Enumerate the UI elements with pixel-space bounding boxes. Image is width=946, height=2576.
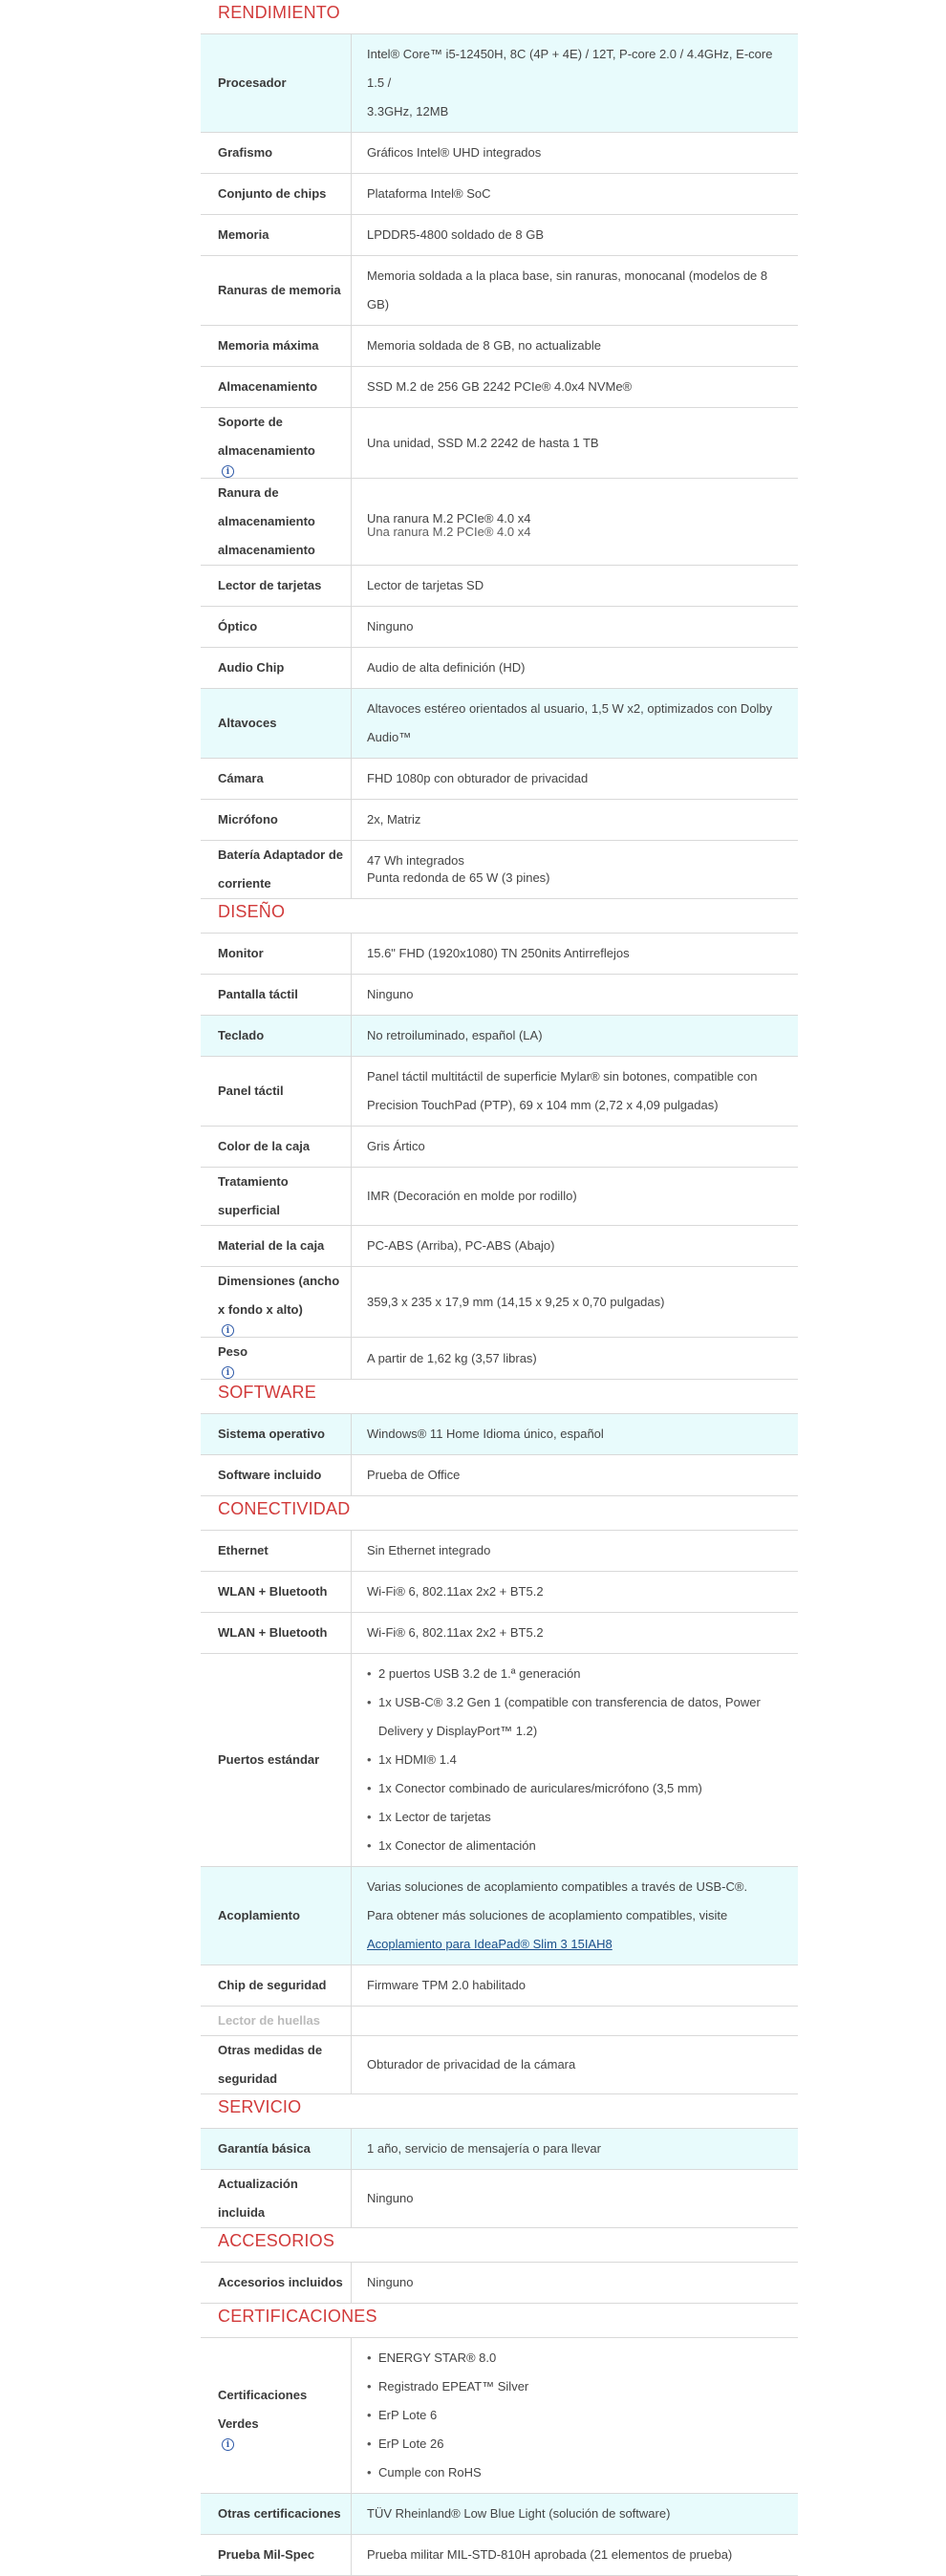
spec-value-line: Precision TouchPad (PTP), 69 x 104 mm (2,72 x 4,09 pulgadas)	[367, 1098, 719, 1112]
spec-row	[201, 1965, 798, 2007]
spec-section	[201, 0, 798, 899]
spec-row	[201, 256, 798, 326]
spec-value	[352, 2045, 798, 2085]
spec-row	[201, 174, 798, 215]
spec-value	[352, 1654, 798, 1866]
spec-label-text: Lector de tarjetas	[218, 578, 322, 592]
spec-label	[201, 1654, 352, 1866]
spec-value-line: Una ranura M.2 PCIe® 4.0 x4	[367, 524, 531, 539]
spec-row	[201, 2129, 798, 2170]
spec-row	[201, 2263, 798, 2304]
spec-row	[201, 1338, 798, 1380]
spec-label-wrap	[218, 2381, 345, 2451]
spec-value	[352, 1867, 798, 1964]
spec-label-text: Tratamiento superficial	[218, 1174, 289, 1217]
spec-label-text: Chip de seguridad	[218, 1978, 327, 1992]
bullet-item: • 1x Conector de alimentación	[367, 1832, 788, 1860]
spec-row	[201, 1226, 798, 1267]
spec-label	[201, 1267, 352, 1337]
spec-row	[201, 566, 798, 607]
spec-value	[352, 2338, 798, 2493]
spec-value-line: Una ranura M.2 PCIe® 4.0 x4	[367, 510, 531, 526]
info-icon[interactable]: i	[222, 2438, 234, 2451]
spec-label-text: Prueba Mil-Spec	[218, 2547, 315, 2562]
spec-row	[201, 2007, 798, 2036]
spec-label-text: Ethernet	[218, 1543, 269, 1557]
spec-label	[201, 648, 352, 688]
spec-value	[352, 34, 798, 132]
spec-label	[201, 1057, 352, 1126]
spec-row	[201, 689, 798, 759]
spec-label	[201, 1613, 352, 1653]
bullet-item: • ErP Lote 26	[367, 2430, 788, 2458]
spec-row	[201, 479, 798, 566]
spec-label-text: Audio Chip	[218, 660, 285, 675]
spec-value-line: Punta redonda de 65 W (3 pines)	[367, 870, 550, 885]
spec-label-text: Cámara	[218, 771, 264, 785]
spec-value	[352, 1226, 798, 1266]
spec-value-line: IMR (Decoración en molde por rodillo)	[367, 1189, 577, 1203]
spec-value-line: Prueba de Office	[367, 1468, 461, 1482]
spec-label	[201, 1168, 352, 1225]
info-icon[interactable]: i	[222, 1366, 234, 1379]
spec-label	[201, 1867, 352, 1964]
spec-value-line: Intel® Core™ i5-12450H, 8C (4P + 4E) / 12T, P-core 2.0 / 4.4GHz, E-core 1.5 /	[367, 47, 773, 90]
section-title: ACCESORIOS	[201, 2228, 798, 2263]
spec-label	[201, 2036, 352, 2093]
spec-row	[201, 2535, 798, 2576]
spec-label-text: Certificaciones Verdes	[218, 2387, 308, 2431]
spec-label	[201, 689, 352, 758]
spec-row	[201, 934, 798, 975]
spec-value	[352, 1965, 798, 2006]
spec-value	[352, 499, 798, 546]
spec-value-line: A partir de 1,62 kg (3,57 libras)	[367, 1350, 537, 1365]
spec-label	[201, 2494, 352, 2534]
spec-label-text: Monitor	[218, 946, 264, 960]
spec-row	[201, 1572, 798, 1613]
spec-label	[201, 2338, 352, 2493]
spec-value	[352, 1176, 798, 1216]
spec-label	[201, 1455, 352, 1495]
spec-value-line: Plataforma Intel® SoC	[367, 186, 491, 201]
spec-label-text: Batería Adaptador de corriente	[218, 848, 343, 891]
spec-label	[201, 479, 352, 565]
spec-value	[352, 648, 798, 688]
spec-label	[201, 566, 352, 606]
spec-value-line: 1 año, servicio de mensajería o para llevar	[367, 2141, 601, 2156]
spec-row	[201, 133, 798, 174]
spec-label	[201, 367, 352, 407]
spec-row	[201, 326, 798, 367]
spec-row	[201, 1414, 798, 1455]
spec-value	[352, 689, 798, 758]
spec-value	[352, 1414, 798, 1454]
spec-value-line: Audio™	[367, 730, 412, 744]
spec-value	[352, 1127, 798, 1167]
spec-value-line: Sin Ethernet integrado	[367, 1543, 491, 1557]
spec-value	[352, 367, 798, 407]
spec-value	[352, 2015, 798, 2027]
spec-row	[201, 800, 798, 841]
spec-label	[201, 1414, 352, 1454]
bullet-item: • ENERGY STAR® 8.0	[367, 2344, 788, 2372]
spec-label-text: Grafismo	[218, 145, 273, 160]
spec-value-line: Altavoces estéreo orientados al usuario, 1,5 W x2, optimizados con Dolby	[367, 701, 773, 716]
spec-label-text: Óptico	[218, 619, 258, 633]
info-icon[interactable]: i	[222, 1324, 234, 1337]
spec-section	[201, 2094, 798, 2228]
spec-value	[352, 1572, 798, 1612]
spec-value-line: FHD 1080p con obturador de privacidad	[367, 771, 589, 785]
spec-row	[201, 1057, 798, 1127]
spec-label-text: Sistema operativo	[218, 1427, 325, 1441]
spec-label	[201, 326, 352, 366]
spec-value-line: Firmware TPM 2.0 habilitado	[367, 1978, 526, 1992]
spec-value-line: Gráficos Intel® UHD integrados	[367, 145, 542, 160]
spec-value-line: Panel táctil multitáctil de superficie Mylar® sin botones, compatible con	[367, 1069, 758, 1084]
spec-label-text: Material de la caja	[218, 1238, 325, 1253]
spec-label-text: WLAN + Bluetooth	[218, 1625, 328, 1640]
spec-table	[201, 0, 798, 2576]
spec-label	[201, 2129, 352, 2169]
spec-value-line: 2x, Matriz	[367, 812, 421, 826]
spec-value-line: Prueba militar MIL-STD-810H aprobada (21 elementos de prueba)	[367, 2547, 733, 2562]
section-title: DISEÑO	[201, 899, 798, 934]
section-title: RENDIMIENTO	[201, 0, 798, 34]
bullet-item: • Registrado EPEAT™ Silver	[367, 2372, 788, 2401]
spec-value	[352, 2179, 798, 2219]
spec-label	[201, 800, 352, 840]
spec-row	[201, 648, 798, 689]
spec-label-text: Color de la caja	[218, 1139, 311, 1153]
spec-row	[201, 1455, 798, 1496]
spec-value-line: TÜV Rheinland® Low Blue Light (solución de software)	[367, 2506, 671, 2521]
bullet-item: • 1x HDMI® 1.4	[367, 1746, 788, 1774]
bullet-item: • Cumple con RoHS	[367, 2458, 788, 2487]
spec-label	[201, 759, 352, 799]
spec-label-wrap	[218, 408, 345, 478]
spec-label	[201, 256, 352, 325]
spec-value-line: Wi-Fi® 6, 802.11ax 2x2 + BT5.2	[367, 1625, 544, 1640]
spec-label	[201, 1572, 352, 1612]
spec-value	[352, 423, 798, 463]
spec-label-text: Altavoces	[218, 716, 277, 730]
spec-section	[201, 899, 798, 1380]
spec-label	[201, 1016, 352, 1056]
spec-section	[201, 2304, 798, 2576]
spec-label	[201, 975, 352, 1015]
spec-value	[352, 2494, 798, 2534]
spec-value	[352, 1057, 798, 1126]
spec-value-line: Audio de alta definición (HD)	[367, 660, 526, 675]
spec-label-text: Procesador	[218, 75, 287, 90]
spec-value-line: No retroiluminado, español (LA)	[367, 1028, 543, 1042]
spec-label-text: Soporte de almacenamiento	[218, 415, 315, 458]
bullet-list	[367, 1660, 788, 1860]
spec-value	[352, 759, 798, 799]
spec-section	[201, 1380, 798, 1496]
spec-value	[352, 1531, 798, 1571]
spec-value	[352, 800, 798, 840]
spec-label-text: Conjunto de chips	[218, 186, 327, 201]
spec-row	[201, 34, 798, 133]
spec-value	[352, 607, 798, 647]
spec-section	[201, 2228, 798, 2304]
spec-label-text: Peso	[218, 1344, 248, 1359]
spec-value-line: Lector de tarjetas SD	[367, 578, 484, 592]
spec-value-line: Memoria soldada a la placa base, sin ranuras, monocanal (modelos de 8	[367, 268, 768, 283]
bullet-item: • 1x USB-C® 3.2 Gen 1 (compatible con transferencia de datos, Power Delivery y DisplayPort™ 1.2)	[367, 1688, 788, 1746]
spec-value	[352, 975, 798, 1015]
spec-value	[352, 326, 798, 366]
spec-row	[201, 215, 798, 256]
spec-row	[201, 367, 798, 408]
spec-row	[201, 2338, 798, 2494]
spec-label-text: Otras medidas de seguridad	[218, 2043, 323, 2086]
spec-label	[201, 2535, 352, 2575]
spec-value-line: Para obtener más soluciones de acoplamiento compatibles, visite	[367, 1908, 728, 1922]
spec-label-wrap	[218, 1338, 247, 1379]
spec-label-text: Pantalla táctil	[218, 987, 298, 1001]
spec-label-text: Otras certificaciones	[218, 2506, 341, 2521]
spec-label	[201, 1338, 352, 1379]
spec-row	[201, 2170, 798, 2228]
spec-value	[352, 174, 798, 214]
spec-label-text: Panel táctil	[218, 1084, 284, 1098]
spec-label	[201, 1965, 352, 2006]
spec-label	[201, 215, 352, 255]
bullet-list	[367, 2344, 788, 2487]
spec-value-line: Ninguno	[367, 2275, 414, 2289]
spec-value-line: Windows® 11 Home Idioma único, español	[367, 1427, 604, 1441]
spec-row	[201, 2036, 798, 2094]
spec-row	[201, 408, 798, 479]
spec-value	[352, 1455, 798, 1495]
section-title: CERTIFICACIONES	[201, 2304, 798, 2338]
spec-label-text: Puertos estándar	[218, 1752, 320, 1767]
spec-label-text: Ranura de almacenamiento almacenamiento	[218, 485, 315, 557]
spec-label	[201, 408, 352, 478]
spec-row	[201, 975, 798, 1016]
spec-value-line: Ninguno	[367, 619, 414, 633]
spec-label-text: Teclado	[218, 1028, 265, 1042]
section-title: SERVICIO	[201, 2094, 798, 2129]
spec-value	[352, 566, 798, 606]
spec-row	[201, 759, 798, 800]
spec-value-line: Una unidad, SSD M.2 2242 de hasta 1 TB	[367, 435, 599, 450]
spec-row	[201, 1867, 798, 1965]
spec-row	[201, 1531, 798, 1572]
spec-label-text: Acoplamiento	[218, 1908, 300, 1922]
spec-value	[352, 215, 798, 255]
spec-value	[352, 1282, 798, 1322]
spec-row	[201, 607, 798, 648]
spec-label	[201, 1127, 352, 1167]
spec-label-text: Memoria máxima	[218, 338, 319, 353]
spec-row	[201, 1016, 798, 1057]
bullet-item: • ErP Lote 6	[367, 2401, 788, 2430]
spec-value	[352, 2263, 798, 2303]
spec-label-wrap	[218, 1267, 345, 1337]
spec-value-line: Ninguno	[367, 2191, 414, 2205]
spec-value	[352, 2129, 798, 2169]
spec-row	[201, 1168, 798, 1226]
spec-value-line: 359,3 x 235 x 17,9 mm (14,15 x 9,25 x 0,70 pulgadas)	[367, 1294, 665, 1309]
docking-link[interactable]: Acoplamiento para IdeaPad® Slim 3 15IAH8	[367, 1937, 613, 1951]
spec-row	[201, 1127, 798, 1168]
spec-value-line: 15.6" FHD (1920x1080) TN 250nits Antirreflejos	[367, 946, 630, 960]
spec-label	[201, 2007, 352, 2035]
spec-value	[352, 256, 798, 325]
spec-label-text: Garantía básica	[218, 2141, 311, 2156]
spec-row	[201, 1267, 798, 1338]
spec-value-line: Memoria soldada de 8 GB, no actualizable	[367, 338, 601, 353]
spec-value	[352, 1613, 798, 1653]
spec-label	[201, 934, 352, 974]
spec-value-line: Gris Ártico	[367, 1139, 425, 1153]
spec-value	[352, 847, 798, 892]
spec-label	[201, 2170, 352, 2227]
spec-label-text: Ranuras de memoria	[218, 283, 341, 297]
spec-label	[201, 1531, 352, 1571]
spec-section	[201, 1496, 798, 2094]
spec-value-line: 3.3GHz, 12MB	[367, 104, 449, 118]
spec-label-text: Almacenamiento	[218, 379, 318, 394]
spec-label	[201, 34, 352, 132]
spec-row	[201, 2494, 798, 2535]
spec-label	[201, 607, 352, 647]
spec-label-text: Memoria	[218, 227, 269, 242]
spec-label	[201, 841, 352, 898]
spec-value	[352, 2535, 798, 2575]
info-icon[interactable]: i	[222, 465, 234, 478]
section-title: SOFTWARE	[201, 1380, 798, 1414]
spec-value-line: Varias soluciones de acoplamiento compatibles a través de USB-C®.	[367, 1879, 748, 1894]
spec-value-line: 47 Wh integrados	[367, 853, 464, 868]
spec-row	[201, 1654, 798, 1867]
section-title: CONECTIVIDAD	[201, 1496, 798, 1531]
spec-label	[201, 2263, 352, 2303]
bullet-item: • 2 puertos USB 3.2 de 1.ª generación	[367, 1660, 788, 1688]
spec-label-text: Accesorios incluidos	[218, 2275, 343, 2289]
spec-value	[352, 934, 798, 974]
spec-value-line: Wi-Fi® 6, 802.11ax 2x2 + BT5.2	[367, 1584, 544, 1599]
spec-value	[352, 1339, 798, 1379]
spec-label	[201, 174, 352, 214]
spec-value-line: SSD M.2 de 256 GB 2242 PCIe® 4.0x4 NVMe®	[367, 379, 633, 394]
spec-value-line: Ninguno	[367, 987, 414, 1001]
bullet-item: • 1x Lector de tarjetas	[367, 1803, 788, 1832]
spec-value	[352, 133, 798, 173]
spec-label-text: Micrófono	[218, 812, 278, 826]
spec-label	[201, 133, 352, 173]
spec-label-text: Actualización incluida	[218, 2177, 298, 2220]
bullet-item: • 1x Conector combinado de auriculares/micrófono (3,5 mm)	[367, 1774, 788, 1803]
spec-label-text: Software incluido	[218, 1468, 322, 1482]
spec-label-text: Lector de huellas	[218, 2013, 320, 2028]
spec-row	[201, 841, 798, 899]
spec-label	[201, 1226, 352, 1266]
spec-value	[352, 1016, 798, 1056]
spec-value-line: PC-ABS (Arriba), PC-ABS (Abajo)	[367, 1238, 555, 1253]
spec-row	[201, 1613, 798, 1654]
spec-value-line: GB)	[367, 297, 390, 311]
spec-label-text: WLAN + Bluetooth	[218, 1584, 328, 1599]
spec-value-line: LPDDR5-4800 soldado de 8 GB	[367, 227, 545, 242]
spec-value-line: Obturador de privacidad de la cámara	[367, 2057, 576, 2072]
spec-label-text: Dimensiones (ancho x fondo x alto)	[218, 1274, 340, 1317]
